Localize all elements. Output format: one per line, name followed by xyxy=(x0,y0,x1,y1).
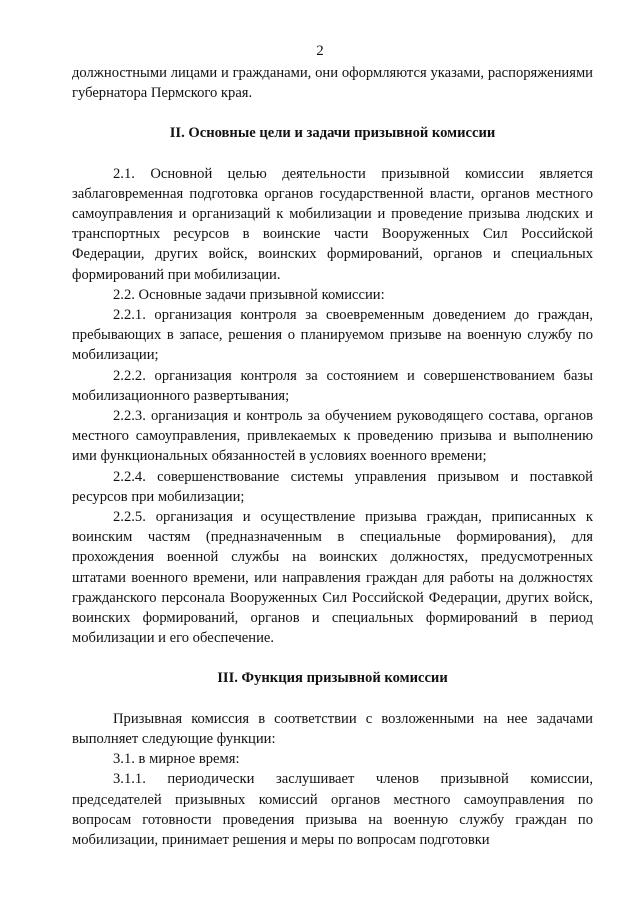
paragraph-2-2-2: 2.2.2. организация контроля за состоянием и совершенствованием базы мобилизационного развертывания; xyxy=(72,367,593,404)
paragraph-3-1-1: 3.1.1. периодически заслушивает членов призывной комиссии, председателей призывных комиссий органов местного самоуправления по вопросам готовности проведения призыва на военную службу граждан по мобилизации, принимает решения и меры по вопросам подготовки xyxy=(72,771,593,848)
page-number: 2 xyxy=(316,43,324,59)
paragraph-2-2-4: 2.2.4. совершенствование системы управления призывом и поставкой ресурсов при мобилизации; xyxy=(72,468,593,505)
paragraph-2-1: 2.1. Основной целью деятельности призывной комиссии является заблаговременная подготовка органов государственной власти, органов местного самоуправления и организаций к мобилизации и проведение призыва людских и транспортных ресурсов в воинские части Вооруженных Сил Российской Федерации, других войск, воинских формирований, органов и специальных формирований при мобилизации. xyxy=(72,165,593,283)
paragraph-3-intro: Призывная комиссия в соответствии с возложенными на нее задачами выполняет следующие функции: xyxy=(72,710,593,747)
paragraph-2-2-1: 2.2.1. организация контроля за своевременным доведением до граждан, пребывающих в запасе, решения о планируемом призыве на военную службу по мобилизации; xyxy=(72,307,593,364)
document-body xyxy=(72,63,593,850)
paragraph-2-2-3: 2.2.3. организация и контроль за обучением руководящего состава, органов местного самоуправления, привлекаемых к проведению призыва и выполнению ими функциональных обязанностей в условиях военного времени; xyxy=(72,408,593,465)
paragraph-3-1: 3.1. в мирное время: xyxy=(113,751,240,768)
section-heading-3: III. Функция призывной комиссии xyxy=(217,670,448,687)
paragraph-2-2-5: 2.2.5. организация и осуществление призыва граждан, приписанных к воинским частям (предназначенным в специальные формирования), для прохождения военной службы на воинских должностях, предусмотренных штатами военного времени, или направления граждан для работы на должностях гражданского персонала Вооруженных Сил Российской Федерации, других войск, воинских формирований, органов и специальных формирований в период мобилизации и его обеспечение. xyxy=(72,509,593,647)
section-heading-2: II. Основные цели и задачи призывной комиссии xyxy=(169,125,496,142)
paragraph-2-2: 2.2. Основные задачи призывной комиссии: xyxy=(113,286,385,303)
paragraph-continuation: должностными лицами и гражданами, они оформляются указами, распоряжениями губернатора Пермского края. xyxy=(72,65,593,102)
